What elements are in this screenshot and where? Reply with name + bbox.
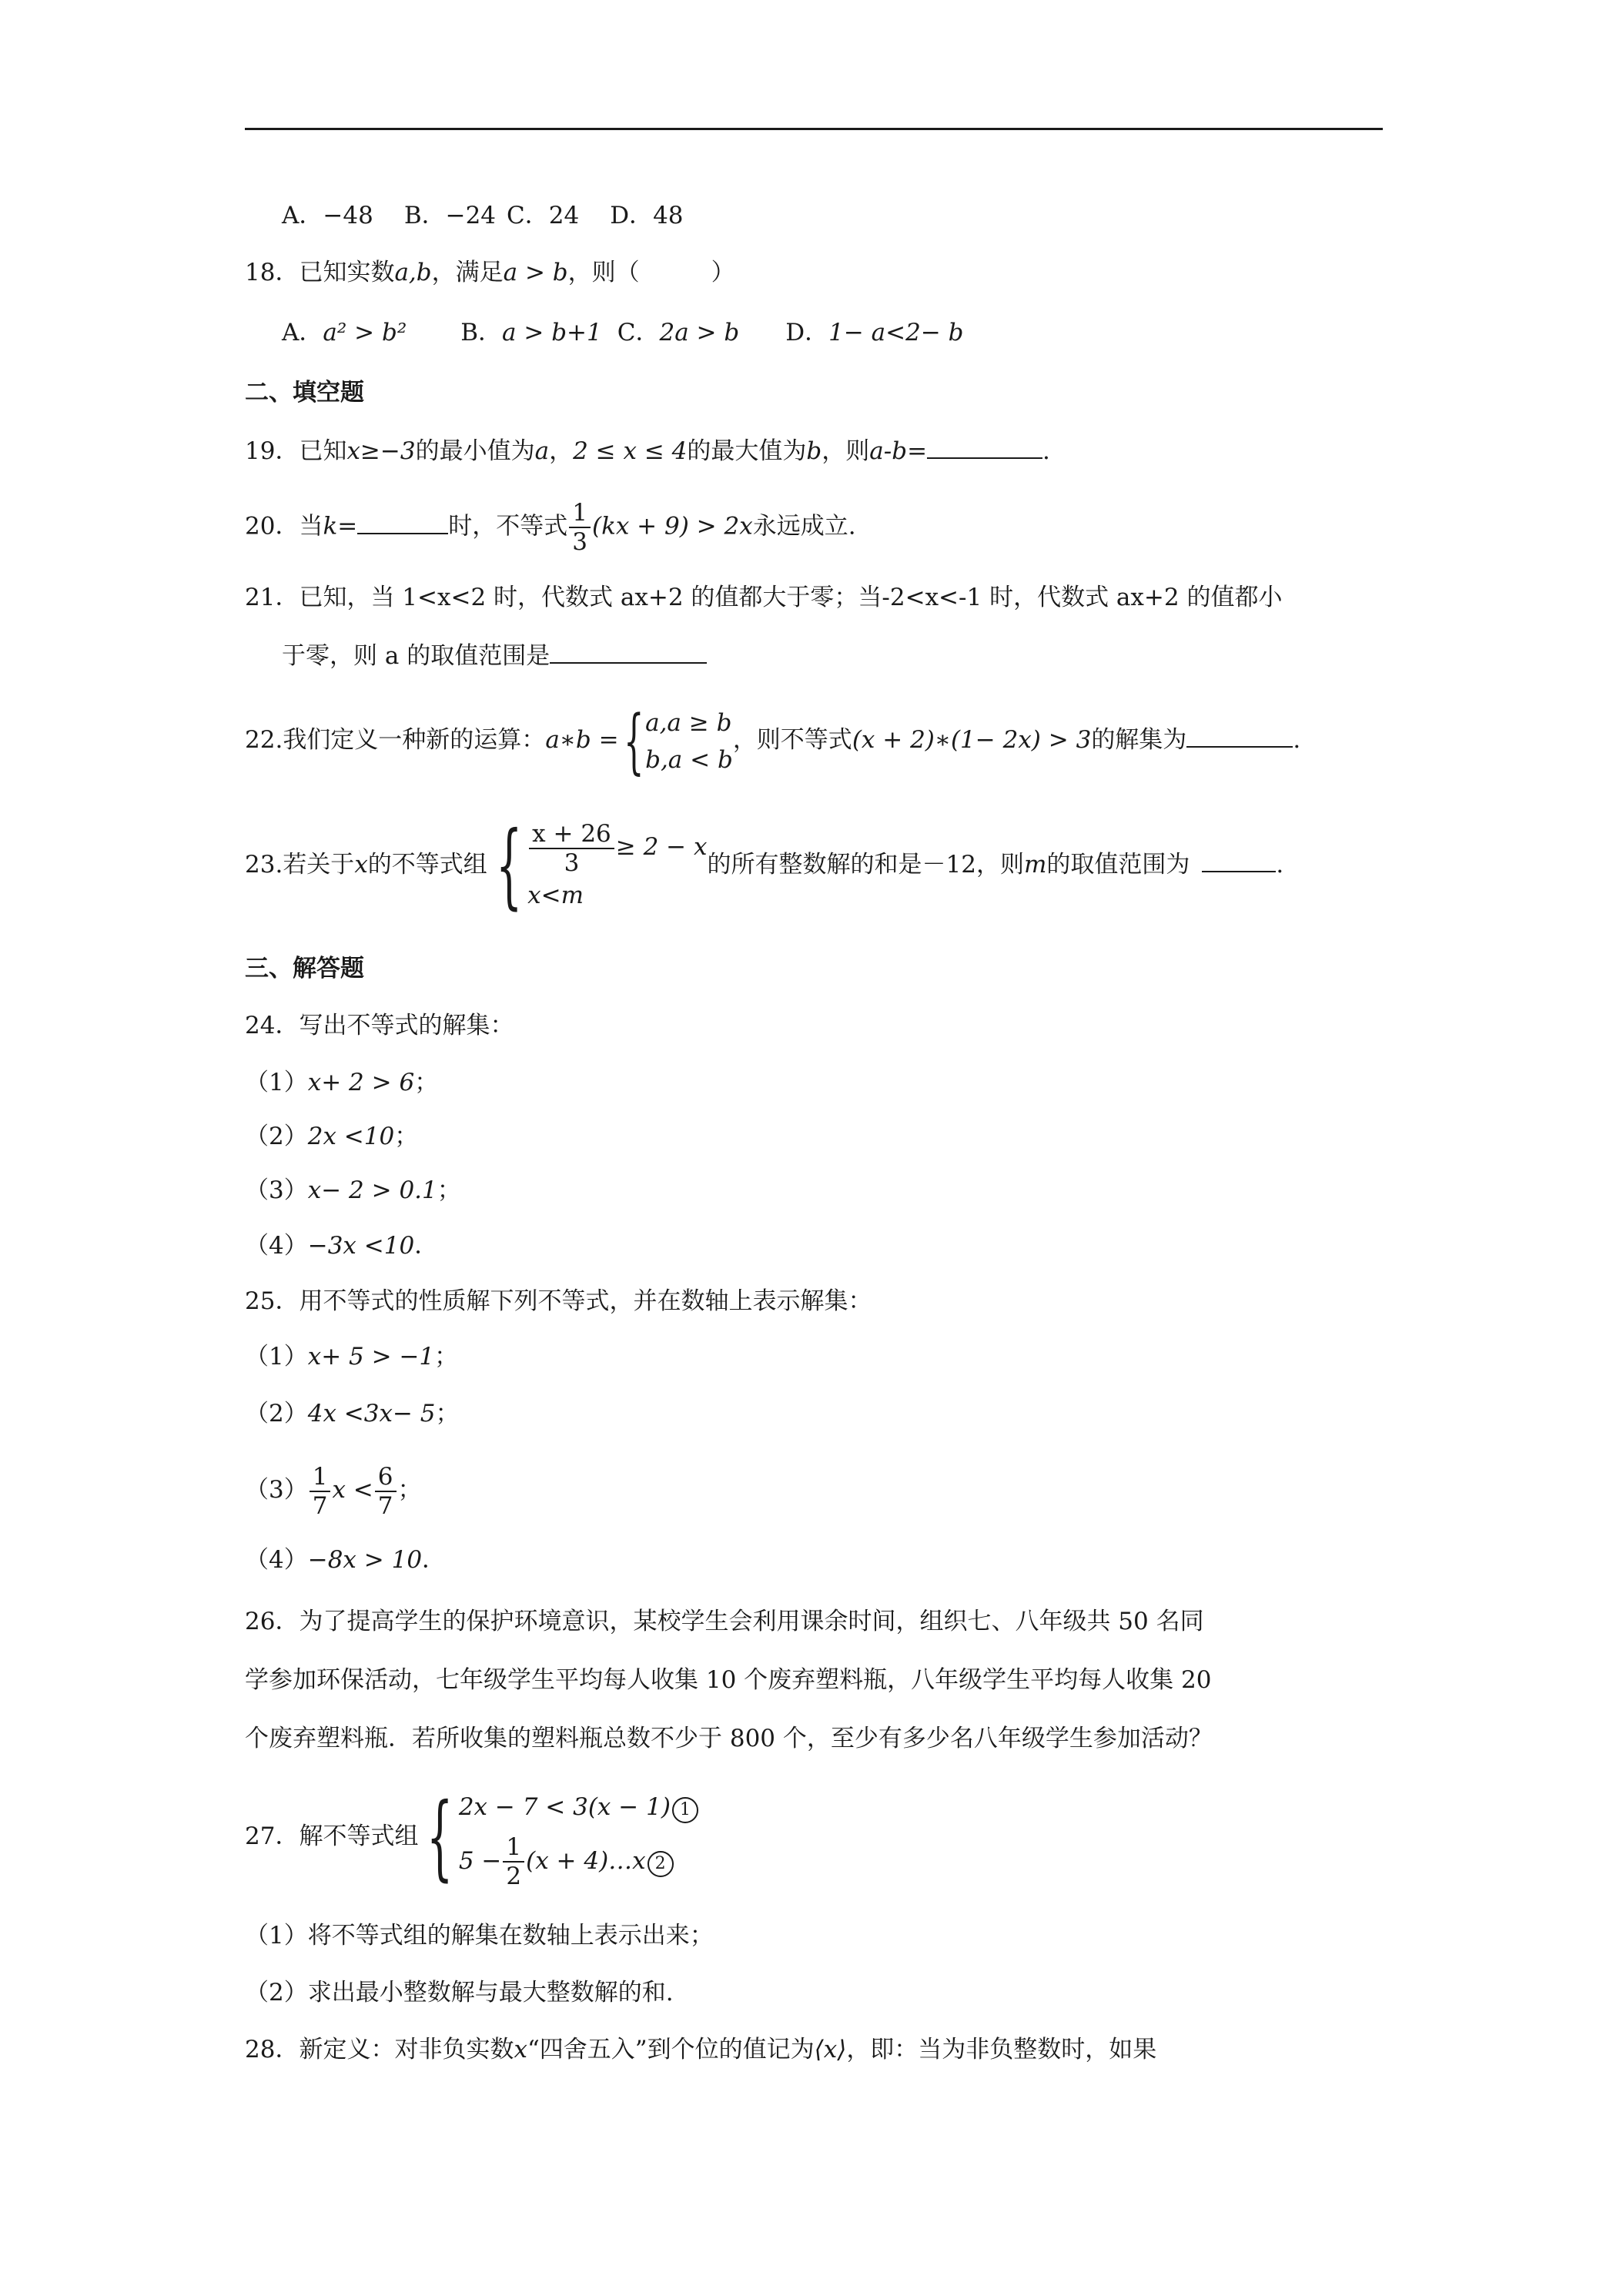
question-text: 的解集为 [1091, 726, 1187, 754]
question-text: ，满足 [431, 259, 504, 286]
item-label: （4） [245, 1232, 308, 1260]
question-text: 时，不等式 [448, 512, 568, 541]
math-expr: a∗b = [545, 726, 619, 754]
fraction [529, 820, 614, 877]
q25-item [245, 1397, 460, 1431]
question-text: 已知 [299, 437, 347, 465]
math-var: a [534, 437, 550, 465]
question-text: 已知实数 [299, 259, 395, 286]
item-end: ； [414, 1069, 439, 1096]
option-c-value: 24 [548, 202, 580, 229]
denominator: 3 [564, 848, 580, 877]
question-text: 永远成立. [752, 512, 856, 541]
denominator: 7 [312, 1491, 328, 1520]
question-text: “四舍五入”到个位的值记为 [527, 2036, 815, 2063]
math-var: x [514, 2036, 527, 2063]
question-text: . [1293, 726, 1301, 754]
math-var: x [354, 851, 368, 879]
brace: { [623, 699, 644, 782]
brace: { [427, 1783, 453, 1891]
question-text: 我们定义一种新的运算： [283, 726, 546, 754]
q18-options [282, 316, 964, 350]
answer-blank[interactable] [550, 638, 707, 664]
option-a-label: A． [282, 319, 323, 346]
numerator: 1 [569, 499, 591, 528]
question-text: ，则不等式 [732, 726, 852, 754]
math-expr: ≥ 2 − x [615, 833, 708, 862]
answer-blank[interactable] [357, 508, 448, 534]
question-number: 23. [245, 851, 283, 879]
q24-item [245, 1066, 438, 1099]
q27-subquestion: （2）求出最小整数解与最大整数解的和. [245, 1979, 674, 2006]
answer-blank[interactable] [1186, 721, 1293, 748]
math-expr: x− 2 > 0.1 [307, 1176, 437, 1204]
question-text: ， [549, 437, 574, 465]
item-end: ； [434, 1343, 459, 1371]
q25-item [245, 1340, 458, 1374]
math-var: k [323, 512, 338, 541]
fraction [569, 499, 591, 556]
question-text: 若关于 [283, 851, 355, 879]
math-var: m [1023, 851, 1047, 879]
inequality-system [487, 812, 708, 919]
question-text: 的最小值为 [415, 437, 535, 465]
item-end: ； [397, 1476, 422, 1504]
question-28 [245, 2033, 1156, 2067]
q24-item [245, 1120, 418, 1153]
question-text: 于零，则 a 的取值范围是 [282, 642, 550, 670]
question-21-line2 [282, 638, 707, 673]
math-expr: x+ 5 > −1 [307, 1343, 435, 1371]
item-end: ； [437, 1176, 461, 1204]
question-text: 当 [299, 512, 323, 541]
question-number: 22. [245, 726, 283, 754]
q17-options [282, 199, 684, 233]
question-text: = [907, 437, 928, 465]
question-text: = [337, 512, 358, 541]
inequality-system [418, 1784, 698, 1892]
item-end: ； [394, 1123, 419, 1150]
system-row: 2x − 7 < 3(x − 1) [458, 1792, 671, 1821]
circled-number: 1 [672, 1797, 698, 1823]
q25-item [245, 1455, 422, 1525]
question-text: . [1042, 437, 1050, 465]
question-22 [245, 698, 1300, 782]
question-26-line1: 26．为了提高学生的保护环境意识，某校学生会利用课余时间，组织七、八年级共 50 名同 [245, 1608, 1204, 1635]
question-number: 19． [245, 437, 300, 465]
question-text: 28．新定义：对非负实数 [245, 2036, 514, 2063]
math-expr: (x + 2)∗(1− 2x) > 3 [852, 726, 1092, 754]
section-heading: 三、解答题 [245, 955, 364, 982]
item-label: （1） [245, 1069, 308, 1096]
math-expr: 2 ≤ x ≤ 4 [573, 437, 688, 465]
system-row: x<m [527, 881, 584, 909]
piece-row: a,a ≥ b [645, 708, 732, 737]
q27-subquestion: （1）将不等式组的解集在数轴上表示出来； [245, 1922, 714, 1950]
q24-item [245, 1173, 461, 1207]
numerator: 6 [375, 1463, 397, 1492]
option-d-label: D． [785, 319, 829, 346]
q24-item [245, 1229, 438, 1263]
question-26-line2: 学参加环保活动，七年级学生平均每人收集 10 个废弃塑料瓶，八年级学生平均每人收集 20 [245, 1666, 1212, 1694]
question-19 [245, 433, 1050, 468]
question-text: 的取值范围为 [1046, 851, 1190, 879]
brace: { [495, 812, 523, 919]
question-text: 的所有整数解的和是－12，则 [707, 851, 1024, 879]
math-expr: −8x > 10 [307, 1546, 423, 1574]
answer-blank[interactable] [927, 433, 1042, 459]
math-expr: x+ 2 > 6 [307, 1069, 415, 1096]
option-a-label: A． [282, 202, 323, 229]
math-expr: (kx + 9) > 2x [591, 512, 753, 541]
answer-blank[interactable] [1202, 846, 1276, 872]
piece-row: b,a < b [645, 745, 733, 774]
math-vars: a,b [394, 259, 432, 286]
option-b-value: a > b+1 [502, 319, 602, 346]
question-25-title: 25．用不等式的性质解下列不等式，并在数轴上表示解集： [245, 1287, 872, 1315]
denominator: 7 [377, 1491, 393, 1520]
question-text: 的最大值为 [687, 437, 807, 465]
math-expr: −3x <10 [307, 1232, 415, 1260]
option-b-label: B． [403, 202, 446, 229]
option-c-label: C． [617, 319, 660, 346]
math-symbol: ⟨x⟩ [814, 2036, 847, 2063]
numerator: 1 [310, 1463, 331, 1492]
item-end: ． [422, 1546, 447, 1574]
question-21-line1: 21．已知，当 1<x<2 时，代数式 ax+2 的值都大于零；当-2<x<-1 时，代数式 ax+2 的值都小 [245, 584, 1283, 611]
circled-number: 2 [648, 1851, 674, 1877]
fraction [375, 1463, 397, 1520]
question-text: ，即：当为非负整数时，如果 [846, 2036, 1157, 2063]
math-expr: 4x <3x− 5 [307, 1400, 436, 1427]
header-rule [245, 128, 1383, 130]
section-heading: 二、填空题 [245, 379, 364, 407]
math-expr: x < [332, 1476, 373, 1504]
option-a-value: −48 [323, 202, 373, 229]
question-18 [245, 256, 735, 290]
math-expr: 5 − [458, 1846, 502, 1875]
item-end: ； [435, 1400, 460, 1427]
item-label: （3） [245, 1476, 308, 1504]
question-20 [245, 499, 856, 556]
math-expr: 2x <10 [307, 1123, 395, 1150]
question-text: ，则 [822, 437, 870, 465]
denominator: 2 [506, 1863, 522, 1890]
question-23 [245, 807, 1283, 922]
question-26-line3: 个废弃塑料瓶．若所收集的塑料瓶总数不少于 800 个，至少有多少名八年级学生参加活动？ [245, 1725, 1213, 1752]
q25-item [245, 1543, 446, 1577]
option-d-value: 48 [653, 202, 684, 229]
item-label: （2） [245, 1400, 308, 1427]
question-24-title: 24．写出不等式的解集： [245, 1012, 514, 1039]
item-label: （3） [245, 1176, 308, 1204]
option-a-value: a² > b² [323, 319, 407, 346]
piecewise-definition [619, 699, 733, 782]
option-b-label: B． [460, 319, 503, 346]
item-label: （2） [245, 1123, 308, 1150]
question-text: ，则（ ） [567, 259, 735, 286]
math-expr: a-b [869, 437, 908, 465]
question-number: 20． [245, 512, 300, 541]
question-text: 27．解不等式组 [245, 1822, 419, 1850]
option-c-value: 2a > b [659, 319, 740, 346]
item-label: （1） [245, 1343, 308, 1371]
math-condition: a > b [503, 259, 568, 286]
fraction [310, 1463, 331, 1520]
option-d-label: D． [610, 202, 654, 229]
math-expr: (x + 4)…x [526, 1846, 646, 1875]
option-c-label: C． [507, 202, 549, 229]
denominator: 3 [572, 528, 587, 556]
fraction [503, 1833, 524, 1890]
question-27 [245, 1780, 698, 1893]
item-end: ． [414, 1232, 439, 1260]
question-text: . [1276, 851, 1284, 879]
option-d-value: 1− a<2− b [828, 319, 964, 346]
question-number: 18． [245, 259, 300, 286]
numerator: 1 [503, 1833, 524, 1863]
question-text: 的不等式组 [367, 851, 487, 879]
math-var: b [806, 437, 822, 465]
option-b-value: −24 [445, 202, 497, 229]
item-label: （4） [245, 1546, 308, 1574]
math-expr: x≥−3 [346, 437, 416, 465]
numerator: x + 26 [529, 820, 614, 849]
